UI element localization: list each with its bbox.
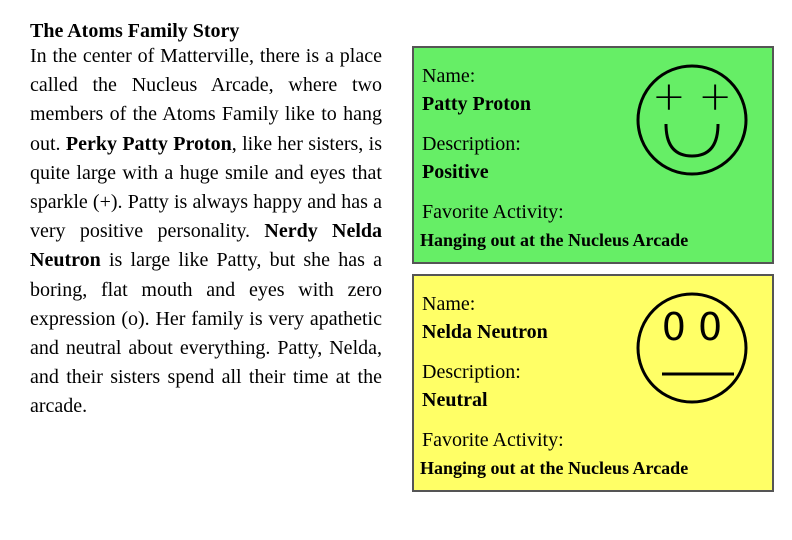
proton-name-value: Patty Proton [422,93,532,115]
proton-activity-value: Hanging out at the Nucleus Arcade [420,230,689,250]
proton-description-value: Positive [422,161,489,183]
story-text [30,42,382,422]
story-title: The Atoms Family Story [30,20,240,42]
proton-name-label: Name: [422,65,476,87]
neutron-name-value: Nelda Neutron [422,321,548,343]
neutron-activity-value: Hanging out at the Nucleus Arcade [420,458,689,478]
story-neutron-name: Nerdy Nelda Neutron [30,220,383,272]
smiling-face-plus-eyes-icon [636,64,748,176]
neutron-name-label: Name: [422,293,476,315]
proton-description-label: Description: [422,133,521,155]
story-proton-name: Perky Patty Proton [65,132,232,155]
story-text-part-3: is large like Patty, but she has a boring, flat mouth and eyes with zero expression (o). Her family is very apathetic and neutral about everything. Patty, Nelda, and their sisters spend all their time at the arcade. [30,249,382,418]
story-text-part-2: , like her sisters, is quite large with a huge smile and eyes that sparkle (+). Patty is always happy and has a very positive personality. [30,132,382,243]
neutron-card [412,274,774,492]
neutron-eyes: 0 0 [661,305,723,349]
neutron-description-label: Description: [422,361,521,383]
neutral-face-zero-eyes-icon [636,292,748,404]
neutron-description-value: Neutral [422,389,488,411]
atoms-family-story [30,20,382,422]
proton-eyes: + + [652,74,732,120]
story-text-part-1: In the center of Matterville, there is a place called the Nucleus Arcade, where two members of the Atoms Family like to hang out. [30,45,382,155]
proton-activity-label: Favorite Activity: [422,201,564,223]
proton-card [412,46,774,264]
neutron-activity-label: Favorite Activity: [422,429,564,451]
